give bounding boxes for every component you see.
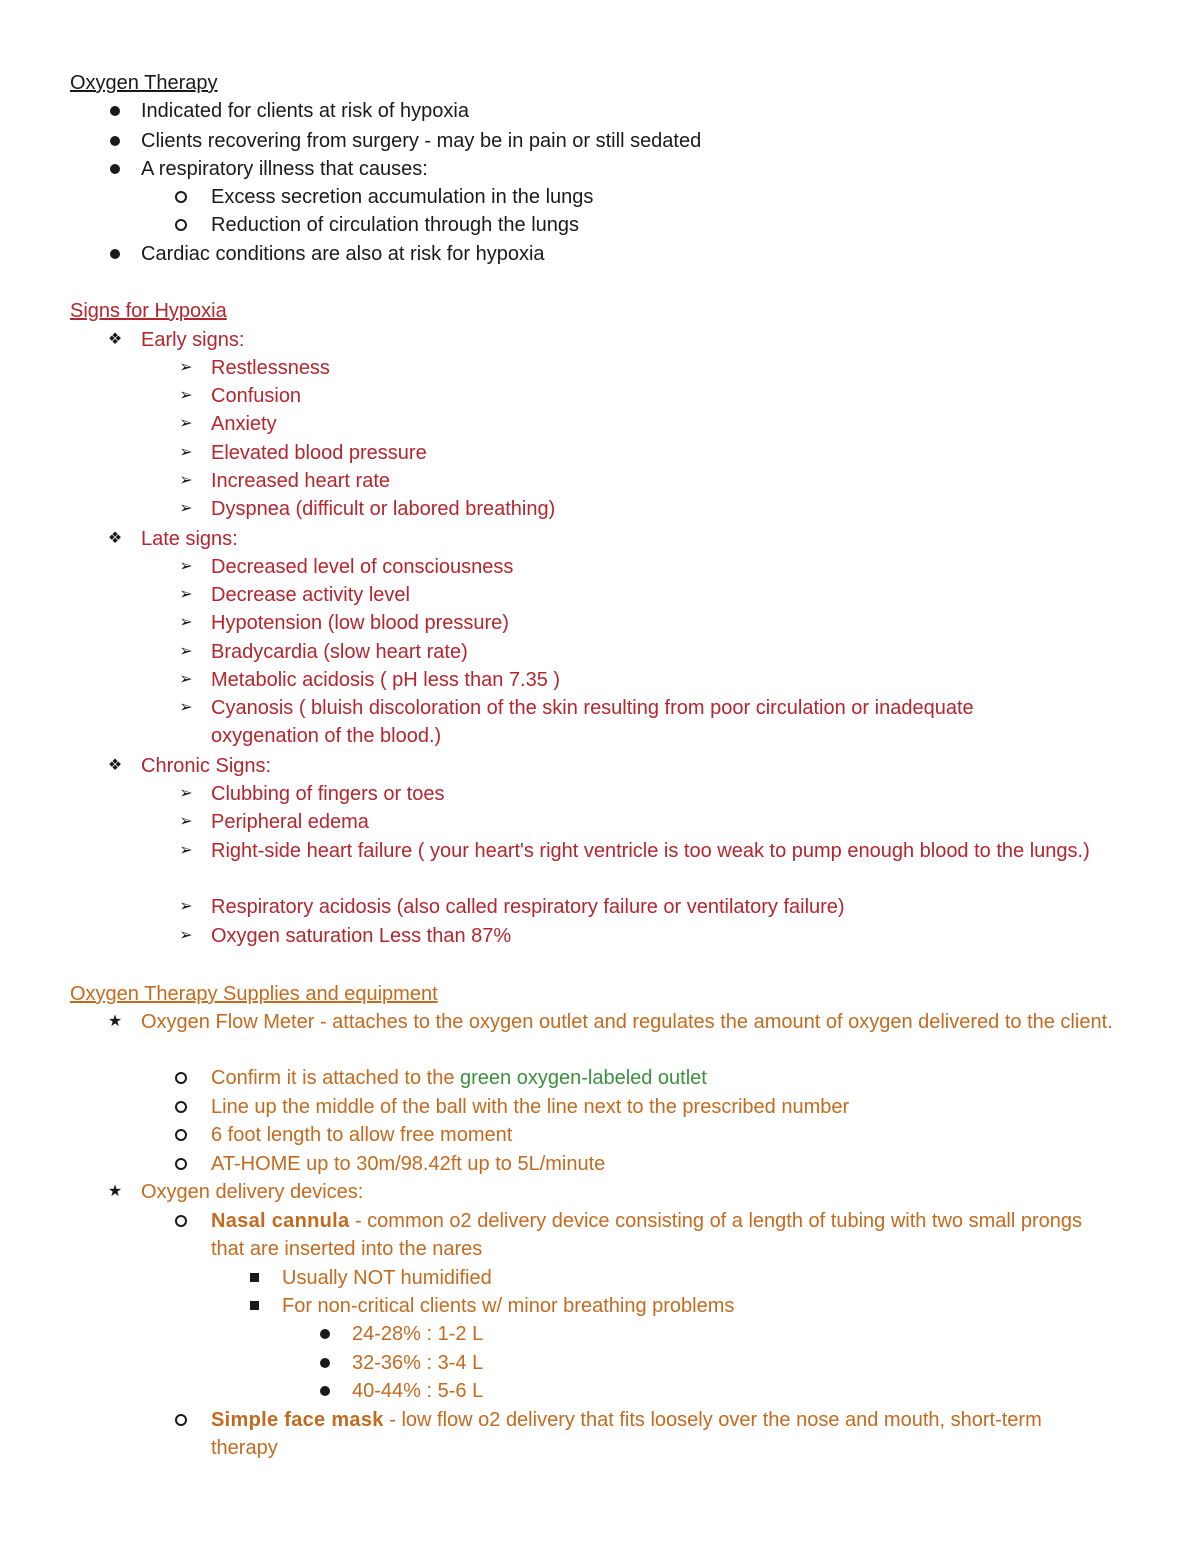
list-item: Cyanosis ( bluish discoloration of the skin resulting from poor circulation or inadequate oxygenation of the blood.) xyxy=(211,697,974,748)
list-item: Usually NOT humidified xyxy=(282,1267,492,1289)
list-item: For non-critical clients w/ minor breathing problems xyxy=(282,1295,735,1317)
flow-sub-text: Confirm it is attached to the xyxy=(211,1067,461,1089)
bullet-dot-icon xyxy=(314,1377,336,1405)
list-item: Clubbing of fingers or toes xyxy=(211,783,445,805)
nasal-cannula-item xyxy=(211,1207,1091,1264)
arrow-bullet-icon: ➢ xyxy=(179,586,193,603)
list-item: A respiratory illness that causes: xyxy=(141,158,428,180)
arrow-bullet-icon: ➢ xyxy=(179,500,193,517)
early-signs-label: Early signs: xyxy=(141,329,245,351)
flow-meter-item: Oxygen Flow Meter - attaches to the oxygen outlet and regulates the amount of oxygen delivered to the client. xyxy=(141,1011,1113,1033)
bullet-ring-icon xyxy=(170,1093,192,1121)
arrow-bullet-icon: ➢ xyxy=(179,472,193,489)
square-bullet-icon xyxy=(243,1264,265,1292)
arrow-bullet-icon: ➢ xyxy=(179,387,193,404)
arrow-bullet-icon: ➢ xyxy=(179,927,193,944)
nasal-cannula-label: Nasal cannula xyxy=(211,1210,350,1232)
list-item: Decreased level of consciousness xyxy=(211,556,514,578)
list-item: AT-HOME up to 30m/98.42ft up to 5L/minute xyxy=(211,1153,606,1175)
arrow-bullet-icon: ➢ xyxy=(179,614,193,631)
list-item: Increased heart rate xyxy=(211,470,390,492)
list-item: Indicated for clients at risk of hypoxia xyxy=(141,100,469,122)
list-item: Decrease activity level xyxy=(211,584,410,606)
bullet-dot-icon xyxy=(314,1349,336,1377)
rate-item: 24-28% : 1-2 L xyxy=(352,1323,484,1345)
list-item: Oxygen saturation Less than 87% xyxy=(211,925,512,947)
list-item: Right-side heart failure ( your heart's right ventricle is too weak to pump enough blood to the lungs.) xyxy=(211,840,1090,862)
bullet-ring-icon xyxy=(170,1064,192,1092)
nasal-cannula-desc: - common o2 delivery device consisting of a length of tubing with two small prongs that are inserted into the nares xyxy=(211,1210,1082,1261)
list-item: Peripheral edema xyxy=(211,811,369,833)
list-item: 6 foot length to allow free moment xyxy=(211,1124,513,1146)
diamond-bullet-icon: ❖ xyxy=(107,530,123,547)
arrow-bullet-icon: ➢ xyxy=(179,785,193,802)
list-item: Restlessness xyxy=(211,357,330,379)
list-item: Hypotension (low blood pressure) xyxy=(211,612,509,634)
bullet-dot-icon xyxy=(104,127,126,155)
rate-item: 40-44% : 5-6 L xyxy=(352,1380,484,1402)
list-item: Respiratory acidosis (also called respiratory failure or ventilatory failure) xyxy=(211,896,845,918)
devices-label: Oxygen delivery devices: xyxy=(141,1181,364,1203)
arrow-bullet-icon: ➢ xyxy=(179,813,193,830)
simple-face-mask-item xyxy=(211,1406,1111,1463)
star-bullet-icon: ★ xyxy=(107,1183,123,1200)
list-item: Dyspnea (difficult or labored breathing) xyxy=(211,498,556,520)
list-item: Elevated blood pressure xyxy=(211,442,427,464)
heading-supplies-equipment: Oxygen Therapy Supplies and equipment xyxy=(70,983,438,1005)
arrow-bullet-icon: ➢ xyxy=(179,643,193,660)
list-item: Cardiac conditions are also at risk for hypoxia xyxy=(141,243,545,265)
arrow-bullet-icon: ➢ xyxy=(179,444,193,461)
bullet-dot-icon xyxy=(104,97,126,125)
list-item: Excess secretion accumulation in the lungs xyxy=(211,186,594,208)
list-item: Metabolic acidosis ( pH less than 7.35 ) xyxy=(211,669,561,691)
late-signs-label: Late signs: xyxy=(141,528,238,550)
list-item: Line up the middle of the ball with the line next to the prescribed number xyxy=(211,1096,850,1118)
bullet-dot-icon xyxy=(314,1320,336,1348)
green-outlet-text: green oxygen-labeled outlet xyxy=(460,1067,707,1089)
list-item: Bradycardia (slow heart rate) xyxy=(211,641,468,663)
arrow-bullet-icon: ➢ xyxy=(179,671,193,688)
diamond-bullet-icon: ❖ xyxy=(107,757,123,774)
simple-face-mask-desc: - low flow o2 delivery that fits loosely over the nose and mouth, short-term therapy xyxy=(211,1409,1042,1460)
simple-face-mask-label: Simple face mask xyxy=(211,1409,384,1431)
bullet-dot-icon xyxy=(104,155,126,183)
list-item: Clients recovering from surgery - may be in pain or still sedated xyxy=(141,130,702,152)
chronic-signs-label: Chronic Signs: xyxy=(141,755,272,777)
bullet-ring-icon xyxy=(170,183,192,211)
heading-oxygen-therapy: Oxygen Therapy xyxy=(70,72,218,94)
diamond-bullet-icon: ❖ xyxy=(107,331,123,348)
heading-signs-for-hypoxia: Signs for Hypoxia xyxy=(70,300,227,322)
arrow-bullet-icon: ➢ xyxy=(179,558,193,575)
arrow-bullet-icon: ➢ xyxy=(179,699,193,716)
square-bullet-icon xyxy=(243,1292,265,1320)
bullet-ring-icon xyxy=(170,1406,192,1434)
list-item: Confusion xyxy=(211,385,302,407)
arrow-bullet-icon: ➢ xyxy=(179,842,193,859)
list-item: Anxiety xyxy=(211,413,277,435)
list-item: Reduction of circulation through the lungs xyxy=(211,214,580,236)
bullet-dot-icon xyxy=(104,240,126,268)
bullet-ring-icon xyxy=(170,1150,192,1178)
rate-item: 32-36% : 3-4 L xyxy=(352,1352,484,1374)
bullet-ring-icon xyxy=(170,1121,192,1149)
star-bullet-icon: ★ xyxy=(107,1013,123,1030)
arrow-bullet-icon: ➢ xyxy=(179,898,193,915)
bullet-ring-icon xyxy=(170,1207,192,1235)
list-item xyxy=(211,1064,707,1092)
arrow-bullet-icon: ➢ xyxy=(179,359,193,376)
bullet-ring-icon xyxy=(170,211,192,239)
arrow-bullet-icon: ➢ xyxy=(179,415,193,432)
